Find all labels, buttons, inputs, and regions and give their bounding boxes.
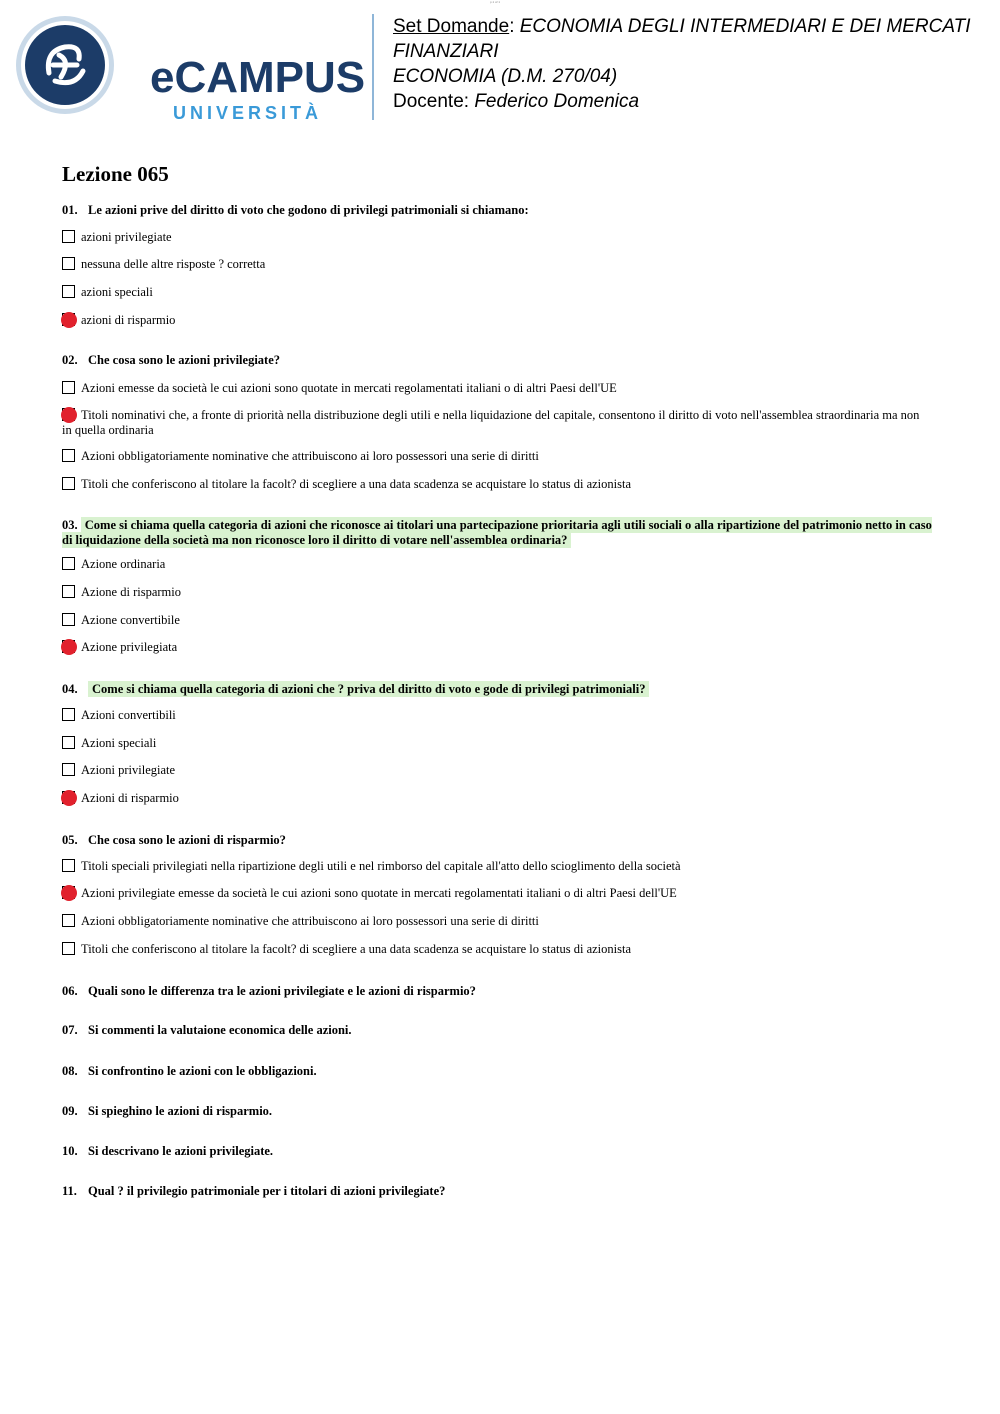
question-text-highlighted: Come si chiama quella categoria di azioni che ? priva del diritto di voto e gode di privilegi patrimoniali? bbox=[88, 681, 649, 697]
question-number: 08. bbox=[62, 1064, 78, 1078]
option-text: Azioni obbligatoriamente nominative che attribuiscono ai loro possessori una serie di diritti bbox=[81, 914, 539, 928]
answer-option[interactable] bbox=[62, 859, 932, 874]
option-text: Azione ordinaria bbox=[81, 557, 166, 571]
question-05 bbox=[62, 833, 932, 848]
checkbox[interactable] bbox=[62, 942, 75, 955]
degree-name: ECONOMIA (D.M. 270/04) bbox=[393, 66, 618, 87]
answer-option[interactable] bbox=[62, 585, 932, 600]
answer-option[interactable] bbox=[62, 613, 932, 628]
answer-option[interactable] bbox=[62, 381, 932, 396]
question-number: 06. bbox=[62, 984, 78, 998]
checkbox[interactable] bbox=[62, 285, 75, 298]
checkbox[interactable] bbox=[62, 557, 75, 570]
question-text: Che cosa sono le azioni di risparmio? bbox=[88, 833, 286, 847]
answer-option-selected[interactable] bbox=[62, 640, 932, 655]
question-number: 01. bbox=[62, 203, 78, 217]
checkbox[interactable] bbox=[62, 763, 75, 776]
question-number: 04. bbox=[62, 682, 78, 696]
option-text: Azioni di risparmio bbox=[81, 791, 179, 805]
option-text: Titoli nominativi che, a fronte di priorità nella distribuzione degli utili e nella liquidazione del capitale, consentono il diritto di voto nell'assemblea straordinaria ma non in quella ordinaria bbox=[62, 408, 920, 437]
option-text: Azione privilegiata bbox=[81, 640, 178, 654]
checkbox[interactable] bbox=[62, 613, 75, 626]
option-text: azioni speciali bbox=[81, 285, 153, 299]
question-text: Si spieghino le azioni di risparmio. bbox=[88, 1104, 273, 1118]
answer-option-selected[interactable] bbox=[62, 313, 932, 328]
selected-marker-icon bbox=[61, 312, 77, 328]
option-text: Azioni convertibili bbox=[81, 708, 176, 722]
brand-name: eCAMPUS bbox=[150, 53, 366, 102]
checkbox[interactable] bbox=[62, 477, 75, 490]
header-info bbox=[393, 14, 988, 114]
checkbox[interactable] bbox=[62, 381, 75, 394]
answer-option[interactable] bbox=[62, 942, 932, 957]
option-text: Titoli che conferiscono al titolare la facolt? di scegliere a una data scadenza se acquistare lo status di azionista bbox=[81, 477, 632, 491]
question-number: 05. bbox=[62, 833, 78, 847]
option-text: Azioni obbligatoriamente nominative che attribuiscono ai loro possessori una serie di diritti bbox=[81, 449, 539, 463]
question-text: Quali sono le differenza tra le azioni privilegiate e le azioni di risparmio? bbox=[88, 984, 476, 998]
checkbox[interactable] bbox=[62, 736, 75, 749]
course-name: ECONOMIA DEGLI INTERMEDIARI E DEI MERCATI FINANZIARI bbox=[393, 16, 971, 62]
answer-option-selected[interactable] bbox=[62, 791, 932, 806]
question-number: 02. bbox=[62, 353, 78, 367]
lesson-title: Lezione 065 bbox=[62, 162, 169, 186]
teacher-name: Federico Domenica bbox=[474, 91, 640, 112]
answer-option[interactable] bbox=[62, 230, 932, 245]
selected-marker-icon bbox=[61, 885, 77, 901]
ecampus-logo bbox=[15, 15, 366, 123]
question-11 bbox=[62, 1184, 932, 1199]
answer-option[interactable] bbox=[62, 477, 932, 492]
option-text: Azione di risparmio bbox=[81, 585, 181, 599]
answer-option[interactable] bbox=[62, 708, 932, 723]
checkbox[interactable] bbox=[62, 585, 75, 598]
header-divider bbox=[372, 14, 374, 120]
answer-option[interactable] bbox=[62, 763, 932, 778]
question-text-highlighted: Come si chiama quella categoria di azioni che riconosce ai titolari una partecipazione prioritaria agli utili sociali o alla ripartizione del patrimonio netto in caso di liquidazione della società ma non riconosce loro il diritto di votare nell'assemblea ordinaria? bbox=[62, 518, 932, 547]
option-text: Azioni speciali bbox=[81, 736, 157, 750]
set-label: Set Domande bbox=[393, 16, 510, 37]
question-02 bbox=[62, 353, 932, 368]
option-text: Azioni emesse da società le cui azioni sono quotate in mercati regolamentati italiani o di altri Paesi dell'UE bbox=[81, 381, 617, 395]
question-text: Qual ? il privilegio patrimoniale per i titolari di azioni privilegiate? bbox=[88, 1184, 446, 1198]
teacher-line bbox=[393, 89, 988, 114]
question-01 bbox=[62, 203, 932, 218]
question-03 bbox=[62, 518, 932, 548]
question-text: Le azioni prive del diritto di voto che godono di privilegi patrimoniali si chiamano: bbox=[88, 203, 529, 217]
answer-option-selected[interactable] bbox=[62, 886, 932, 901]
answer-option[interactable] bbox=[62, 257, 932, 272]
question-text: Che cosa sono le azioni privilegiate? bbox=[88, 353, 280, 367]
option-text: Azione convertibile bbox=[81, 613, 180, 627]
question-text: Si descrivano le azioni privilegiate. bbox=[88, 1144, 274, 1158]
question-06 bbox=[62, 984, 932, 999]
teacher-label: Docente: bbox=[393, 91, 470, 112]
question-text: Si confrontino le azioni con le obbligazioni. bbox=[88, 1064, 317, 1078]
option-text: azioni di risparmio bbox=[81, 313, 176, 327]
option-text: Azioni privilegiate emesse da società le cui azioni sono quotate in mercati regolamentati italiani o di altri Paesi dell'UE bbox=[81, 886, 677, 900]
question-number: 03. bbox=[62, 518, 78, 532]
question-04 bbox=[62, 682, 932, 697]
question-number: 07. bbox=[62, 1023, 78, 1037]
question-07 bbox=[62, 1023, 932, 1038]
page-marker: p.1 of 1 bbox=[490, 0, 501, 4]
option-text: Titoli che conferiscono al titolare la facolt? di scegliere a una data scadenza se acquistare lo status di azionista bbox=[81, 942, 632, 956]
question-08 bbox=[62, 1064, 932, 1079]
question-number: 09. bbox=[62, 1104, 78, 1118]
checkbox[interactable] bbox=[62, 914, 75, 927]
selected-marker-icon bbox=[61, 790, 77, 806]
answer-option-selected[interactable] bbox=[62, 408, 932, 438]
answer-option[interactable] bbox=[62, 557, 932, 572]
selected-marker-icon bbox=[61, 407, 77, 423]
question-text: Si commenti la valutaione economica delle azioni. bbox=[88, 1023, 352, 1037]
question-number: 10. bbox=[62, 1144, 78, 1158]
question-number: 11. bbox=[62, 1184, 77, 1198]
answer-option[interactable] bbox=[62, 914, 932, 929]
set-line: Set Domande: ECONOMIA DEGLI INTERMEDIARI E DEI MERCATI FINANZIARI bbox=[393, 16, 971, 62]
answer-option[interactable] bbox=[62, 449, 932, 464]
answer-option[interactable] bbox=[62, 285, 932, 300]
brand-subtitle: UNIVERSITÀ bbox=[173, 103, 323, 123]
checkbox[interactable] bbox=[62, 230, 75, 243]
question-10 bbox=[62, 1144, 932, 1159]
ecampus-emblem-icon bbox=[15, 15, 115, 115]
degree-line bbox=[393, 64, 988, 89]
answer-option[interactable] bbox=[62, 736, 932, 751]
question-09 bbox=[62, 1104, 932, 1119]
option-text: nessuna delle altre risposte ? corretta bbox=[81, 257, 266, 271]
checkbox[interactable] bbox=[62, 859, 75, 872]
option-text: Titoli speciali privilegiati nella ripartizione degli utili e nel rimborso del capitale all'atto dello scioglimento della società bbox=[81, 859, 681, 873]
checkbox[interactable] bbox=[62, 449, 75, 462]
option-text: azioni privilegiate bbox=[81, 230, 172, 244]
checkbox[interactable] bbox=[62, 708, 75, 721]
checkbox[interactable] bbox=[62, 257, 75, 270]
option-text: Azioni privilegiate bbox=[81, 763, 176, 777]
selected-marker-icon bbox=[61, 639, 77, 655]
